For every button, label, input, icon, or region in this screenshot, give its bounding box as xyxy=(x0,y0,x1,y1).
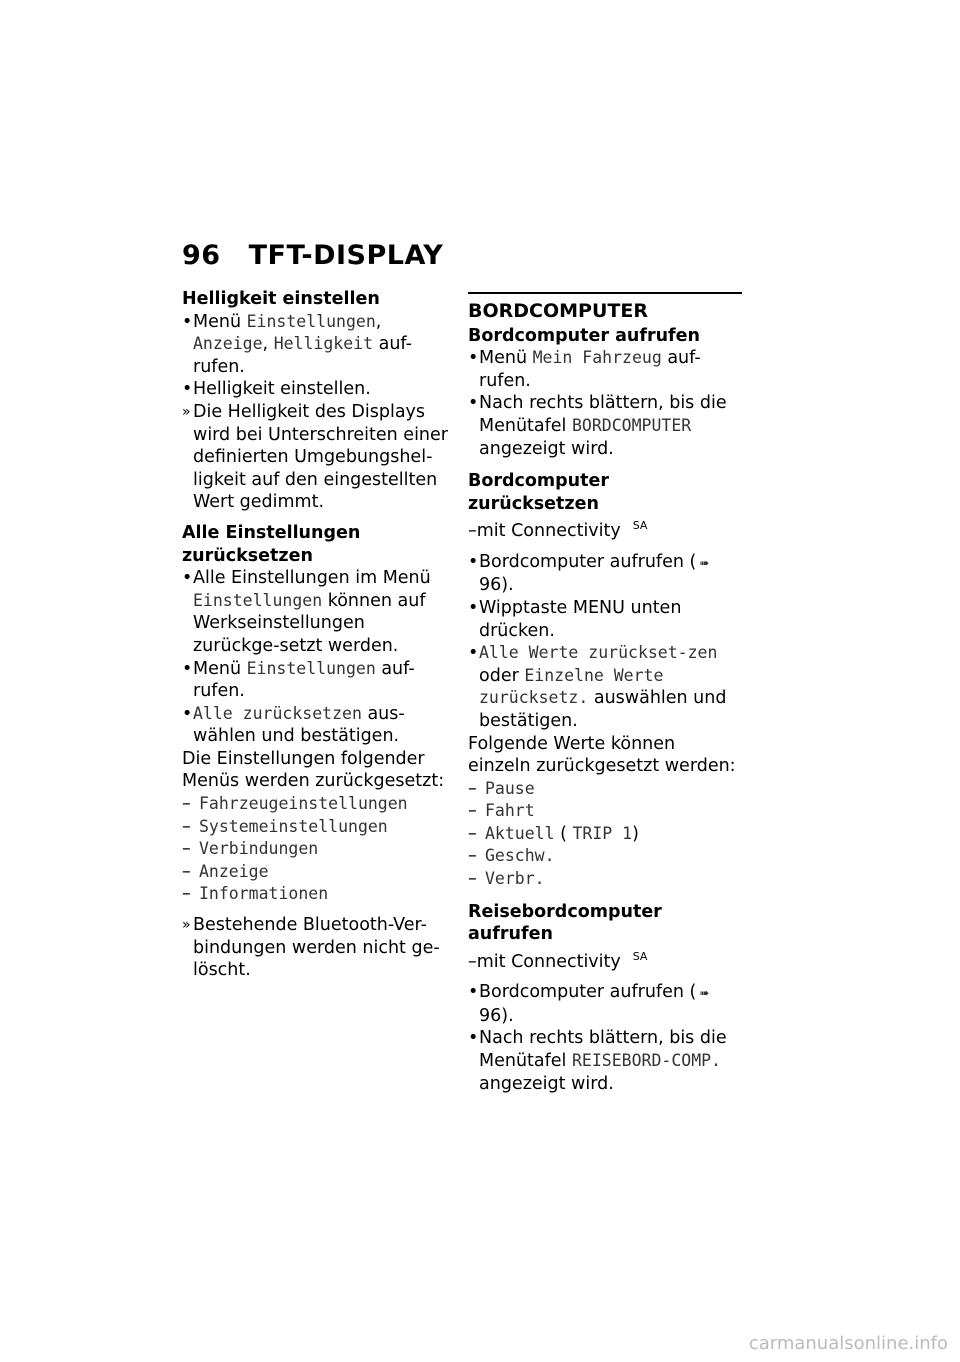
result-item: » Die Helligkeit des Displays wird bei Unterschreiten einer definierten Umgebungshel-ligkeit auf den eingestellten Wert gedimmt. xyxy=(182,401,448,513)
page-header xyxy=(182,240,443,271)
list-item: • Alle Einstellungen im Menü Einstellungen können auf Werkseinstellungen zurückge-setzt werden. xyxy=(182,568,431,656)
right-column xyxy=(468,288,742,1095)
watermark: carmanualsonline.info xyxy=(748,1333,948,1354)
list-item: • Bordcomputer aufrufen ( ➠96). xyxy=(468,551,710,596)
list-item: – Systemeinstellungen xyxy=(182,816,388,837)
list-item: • Alle Werte zurückset-zen oder Einzelne Werte zurücksetz. auswählen und bestätigen. xyxy=(468,643,727,731)
list-item: – Fahrt xyxy=(468,801,535,822)
list-item: • Alle zurücksetzen aus-wählen und bestätigen. xyxy=(182,703,405,747)
list-item: • Helligkeit einstellen. xyxy=(182,379,371,400)
heading-open-computer: Bordcomputer aufrufen xyxy=(468,325,701,346)
list-item: – Anzeige xyxy=(182,861,269,882)
arrow-icon: ➠ xyxy=(699,986,710,1001)
list-item: • Nach rechts blättern, bis die Menütafel BORDCOMPUTER angezeigt wird. xyxy=(468,393,727,459)
arrow-icon: ➠ xyxy=(699,555,710,570)
list-item: – Fahrzeugeinstellungen xyxy=(182,794,408,815)
paragraph: Die Einstellungen folgender Menüs werden zurückgesetzt: xyxy=(182,748,445,792)
list-item: • Menü Einstellungen auf-rufen. xyxy=(182,658,415,702)
list-item: – Verbindungen xyxy=(182,839,319,860)
chapter-title: TFT-DISPLAY xyxy=(248,240,444,271)
subtitle: –mit Connectivity $^{SA}$ xyxy=(468,519,648,542)
list-item: • Wipptaste MENU unten drücken. xyxy=(468,597,682,641)
list-item: – Pause xyxy=(468,778,535,799)
section-title: BORDCOMPUTER xyxy=(468,292,742,323)
list-item: • Nach rechts blättern, bis die Menütafel REISEBORD-COMP. angezeigt wird. xyxy=(468,1028,727,1094)
subtitle: –mit Connectivity $^{SA}$ xyxy=(468,949,648,972)
list-item: – Informationen xyxy=(182,884,329,905)
heading-reset-computer: Bordcomputer zurücksetzen xyxy=(468,471,609,514)
heading-travel-computer: Reisebordcomputer aufrufen xyxy=(468,901,662,945)
list-item: • Bordcomputer aufrufen ( ➠96). xyxy=(468,982,710,1026)
left-column xyxy=(182,288,450,982)
list-item: – Geschw. xyxy=(468,846,555,867)
page-number: 96 xyxy=(182,240,221,271)
paragraph: Folgende Werte können einzeln zurückgesetzt werden: xyxy=(468,733,736,777)
heading-reset-all: Alle Einstellungen zurücksetzen xyxy=(182,522,361,566)
result-item: » Bestehende Bluetooth-Ver-bindungen werden nicht ge-löscht. xyxy=(182,915,440,981)
list-item: • Menü Mein Fahrzeug auf-rufen. xyxy=(468,348,701,391)
list-item: – Aktuell ( TRIP 1) xyxy=(468,823,639,844)
sa-badge: SA xyxy=(632,519,648,533)
heading-brightness: Helligkeit einstellen xyxy=(182,289,380,309)
sa-badge: SA xyxy=(632,949,648,963)
list-item: – Verbr. xyxy=(468,869,545,890)
list-item: • Menü Einstellungen, Anzeige, Helligkeit auf-rufen. xyxy=(182,311,412,377)
